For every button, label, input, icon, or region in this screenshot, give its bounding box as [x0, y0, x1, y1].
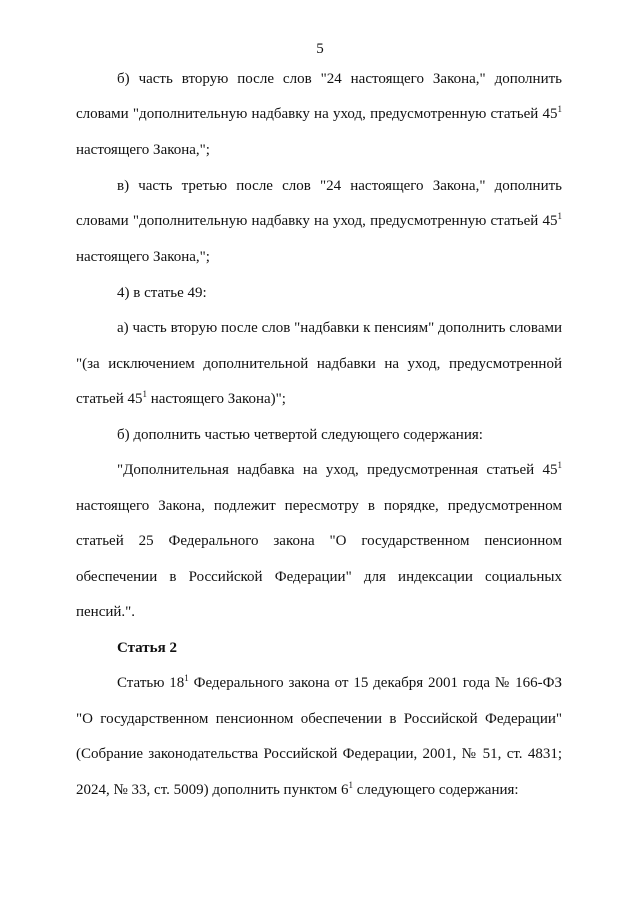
superscript: 1 — [348, 780, 353, 790]
text-line — [76, 105, 562, 123]
text-line: (Собрание законодательства Российской Федерации, 2001, № 51, ст. 4831; — [76, 746, 562, 762]
text-line — [117, 674, 562, 692]
superscript: 1 — [184, 673, 189, 683]
text-span: "Дополнительная надбавка на уход, предусмотренная статьей 45 — [117, 462, 558, 478]
text-line — [76, 781, 519, 799]
text-line: "О государственном пенсионном обеспечении в Российской Федерации" — [76, 711, 562, 727]
text-line: а) часть вторую после слов "надбавки к пенсиям" дополнить словами — [117, 320, 562, 336]
text-line — [76, 390, 286, 408]
text-line: настоящего Закона,"; — [76, 249, 210, 265]
superscript: 1 — [557, 104, 562, 114]
text-span: Статью 18 — [117, 675, 185, 691]
text-line: настоящего Закона,"; — [76, 142, 210, 158]
text-line: 4) в статье 49: — [117, 285, 207, 301]
text-line: настоящего Закона, подлежит пересмотру в порядке, предусмотренном — [76, 498, 562, 514]
superscript: 1 — [557, 211, 562, 221]
article-heading: Статья 2 — [117, 640, 177, 656]
text-line: статьей 25 Федерального закона "О государственном пенсионном — [76, 533, 562, 549]
text-line: "(за исключением дополнительной надбавки на уход, предусмотренной — [76, 356, 562, 372]
text-line — [117, 461, 562, 479]
text-span: словами "дополнительную надбавку на уход, предусмотренную статьей 45 — [76, 213, 558, 229]
text-span: словами "дополнительную надбавку на уход, предусмотренную статьей 45 — [76, 106, 558, 122]
page-number: 5 — [316, 41, 324, 57]
text-span: 2024, № 33, ст. 5009) дополнить пунктом 6 — [76, 782, 349, 798]
text-line: обеспечении в Российской Федерации" для индексации социальных — [76, 569, 562, 585]
text-span: следующего содержания: — [353, 782, 519, 798]
text-span: Федерального закона от 15 декабря 2001 года № 166-ФЗ — [188, 675, 562, 691]
text-line — [76, 212, 562, 230]
text-line: пенсий.". — [76, 604, 136, 620]
text-line: б) часть вторую после слов "24 настоящего Закона," дополнить — [117, 71, 562, 87]
text-line: в) часть третью после слов "24 настоящего Закона," дополнить — [117, 178, 562, 194]
text-span: настоящего Закона)"; — [147, 391, 286, 407]
text-line: б) дополнить частью четвертой следующего содержания: — [117, 427, 483, 443]
superscript: 1 — [557, 460, 562, 470]
text-span: статьей 45 — [76, 391, 143, 407]
superscript: 1 — [142, 389, 147, 399]
